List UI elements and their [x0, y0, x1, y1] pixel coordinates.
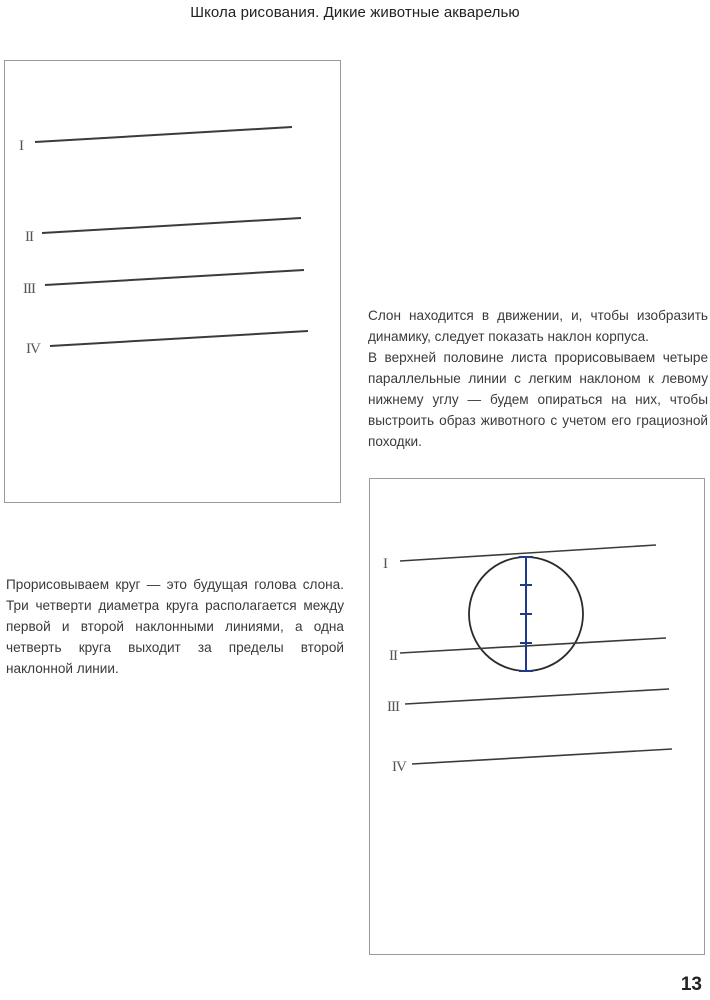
- guide-line-2: [400, 638, 666, 653]
- figure-1-panel: [4, 60, 341, 503]
- page-header: Школа рисования. Дикие животные акварелью: [190, 4, 520, 21]
- page-number: 13: [680, 974, 702, 995]
- guide-line-1: [35, 127, 292, 142]
- description-right-p2: В верхней половине листа прорисовываем четыре параллельные линии с легким наклоном к левому нижнему углу — будем опираться на них, чтобы выстроить образ животного с учетом его грациозной походки.: [368, 350, 708, 449]
- guide-line-3: [45, 270, 304, 285]
- description-left: Прорисовываем круг — это будущая голова слона. Три четверти диаметра круга располагается между первой и второй наклонными линиями, а одна четверть круга выходит за пределы второй наклонной линии.: [6, 577, 344, 676]
- guide-line-3: [405, 689, 669, 704]
- guide-line-1: [400, 545, 656, 561]
- figure-2-panel: [369, 478, 705, 955]
- line-label-1: I: [19, 138, 23, 154]
- line-label-2: II: [389, 648, 397, 664]
- figure-2-drawing: [370, 479, 706, 956]
- description-right: [368, 305, 708, 452]
- figure-1-drawing: [5, 61, 342, 504]
- line-label-4: IV: [26, 341, 40, 357]
- description-right-p1: Слон находится в движении, и, чтобы изобразить динамику, следует показать наклон корпуса.: [368, 308, 708, 344]
- line-label-2: II: [25, 229, 33, 245]
- line-label-3: III: [387, 699, 399, 715]
- line-label-4: IV: [392, 759, 406, 775]
- guide-line-2: [42, 218, 301, 233]
- guide-line-4: [50, 331, 308, 346]
- line-label-3: III: [23, 281, 35, 297]
- guide-line-4: [412, 749, 672, 764]
- line-label-1: I: [383, 556, 387, 572]
